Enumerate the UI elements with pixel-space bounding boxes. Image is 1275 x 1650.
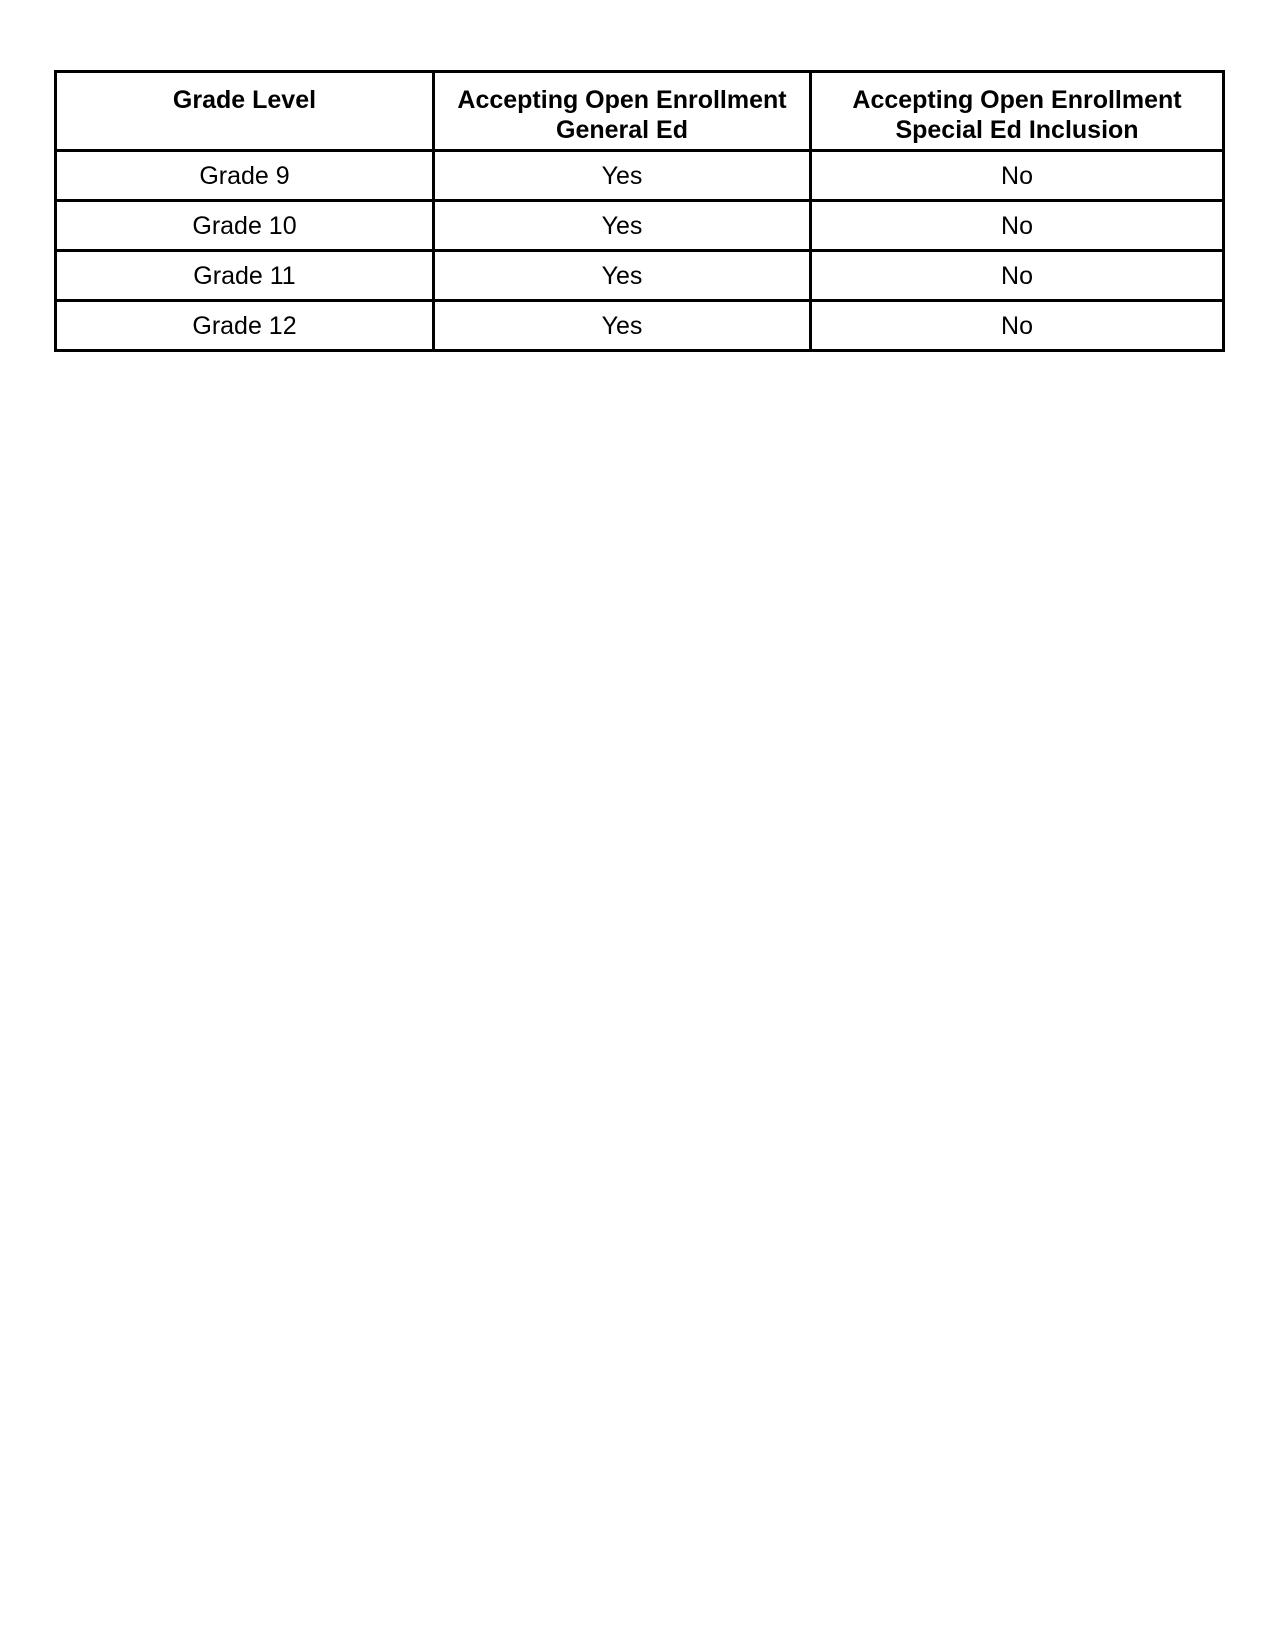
table-header bbox=[56, 72, 1224, 151]
table-row bbox=[56, 251, 1224, 301]
enrollment-table bbox=[54, 70, 1225, 352]
header-special-ed-line-2: Special Ed Inclusion bbox=[895, 116, 1139, 144]
header-general-ed bbox=[434, 72, 811, 151]
header-grade-level bbox=[56, 72, 434, 151]
table-body bbox=[56, 151, 1224, 351]
cell-grade-level: Grade 11 bbox=[56, 251, 434, 301]
table-row bbox=[56, 201, 1224, 251]
cell-grade-level: Grade 10 bbox=[56, 201, 434, 251]
cell-general-ed: Yes bbox=[434, 201, 811, 251]
cell-general-ed: Yes bbox=[434, 151, 811, 201]
header-grade-level-text: Grade Level bbox=[172, 86, 317, 114]
cell-special-ed: No bbox=[811, 151, 1224, 201]
cell-special-ed: No bbox=[811, 201, 1224, 251]
cell-special-ed: No bbox=[811, 251, 1224, 301]
header-general-ed-line-1: Accepting Open Enrollment bbox=[457, 86, 787, 114]
table-row bbox=[56, 301, 1224, 351]
header-special-ed-line-1: Accepting Open Enrollment bbox=[852, 86, 1182, 114]
cell-general-ed: Yes bbox=[434, 301, 811, 351]
cell-grade-level: Grade 9 bbox=[56, 151, 434, 201]
header-row bbox=[56, 72, 1224, 151]
table-row bbox=[56, 151, 1224, 201]
cell-general-ed: Yes bbox=[434, 251, 811, 301]
header-special-ed bbox=[811, 72, 1224, 151]
header-general-ed-line-2: General Ed bbox=[556, 116, 688, 144]
cell-grade-level: Grade 12 bbox=[56, 301, 434, 351]
cell-special-ed: No bbox=[811, 301, 1224, 351]
